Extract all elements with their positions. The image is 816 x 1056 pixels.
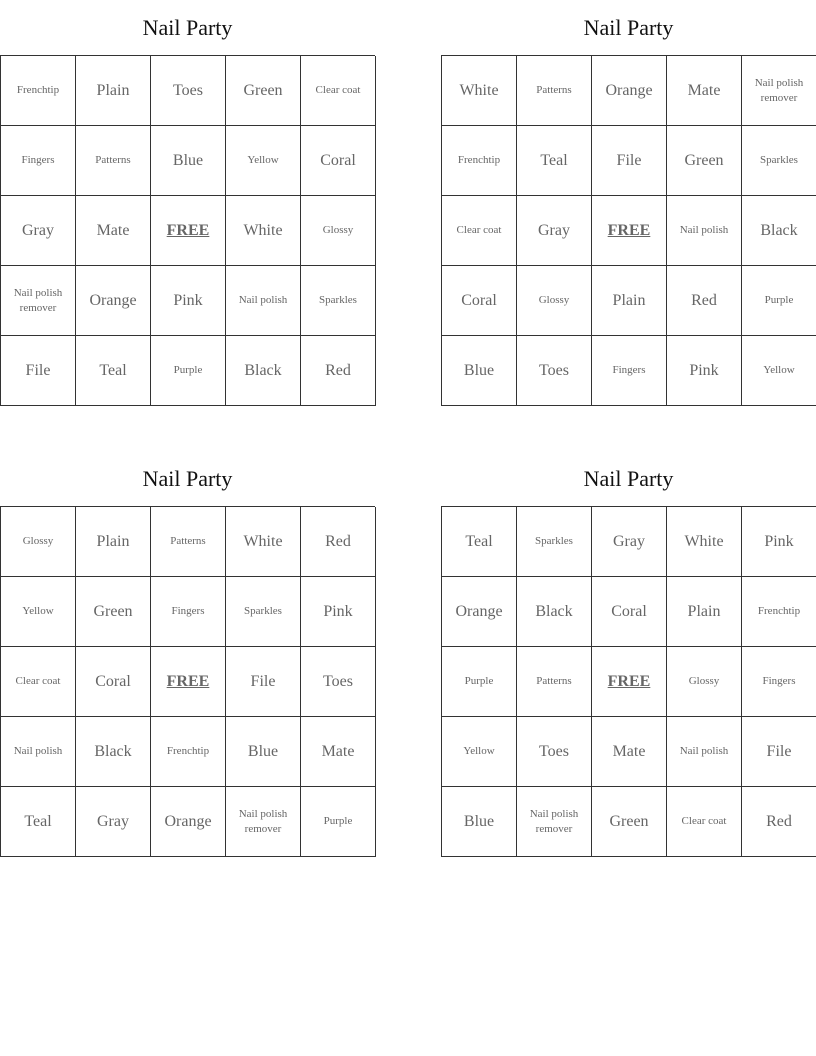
bingo-cell: Blue	[442, 336, 517, 406]
bingo-cell: Orange	[76, 266, 151, 336]
free-space-cell: FREE	[592, 196, 667, 266]
bingo-cell: Gray	[76, 787, 151, 857]
bingo-cell: Teal	[442, 507, 517, 577]
free-space-cell: FREE	[151, 647, 226, 717]
bingo-cell: Nail polish remover	[742, 56, 816, 126]
bingo-cell: Pink	[151, 266, 226, 336]
bingo-cell: Frenchtip	[442, 126, 517, 196]
bingo-grid	[441, 55, 816, 406]
bingo-grid	[441, 506, 816, 857]
bingo-cell: Purple	[301, 787, 376, 857]
bingo-cell: Clear coat	[301, 56, 376, 126]
bingo-cell: Pink	[742, 507, 816, 577]
bingo-cell: Sparkles	[301, 266, 376, 336]
bingo-cell: Coral	[76, 647, 151, 717]
bingo-cell: Mate	[592, 717, 667, 787]
bingo-cell: Fingers	[151, 577, 226, 647]
bingo-card-3	[0, 451, 375, 857]
bingo-cell: Blue	[151, 126, 226, 196]
bingo-grid	[0, 55, 375, 406]
bingo-cell: Nail polish remover	[226, 787, 301, 857]
bingo-card-1	[0, 0, 375, 406]
bingo-cell: File	[1, 336, 76, 406]
bingo-cell: Red	[667, 266, 742, 336]
bingo-cell: Toes	[517, 336, 592, 406]
bingo-cell: Gray	[1, 196, 76, 266]
bingo-cell: Teal	[517, 126, 592, 196]
bingo-cell: Yellow	[1, 577, 76, 647]
bingo-cell: Coral	[301, 126, 376, 196]
bingo-cell: Green	[592, 787, 667, 857]
bingo-cell: Yellow	[442, 717, 517, 787]
bingo-cell: Glossy	[517, 266, 592, 336]
bingo-cell: Teal	[76, 336, 151, 406]
bingo-cell: Orange	[592, 56, 667, 126]
bingo-cell: Toes	[517, 717, 592, 787]
bingo-cell: Fingers	[592, 336, 667, 406]
bingo-cell: Nail polish remover	[1, 266, 76, 336]
bingo-cell: Sparkles	[742, 126, 816, 196]
bingo-grid	[0, 506, 375, 857]
card-title: Nail Party	[142, 15, 233, 40]
bingo-cell: Red	[301, 507, 376, 577]
bingo-cell: File	[592, 126, 667, 196]
bingo-cell: Patterns	[517, 56, 592, 126]
bingo-cell: Blue	[442, 787, 517, 857]
bingo-card-4	[441, 451, 816, 857]
bingo-cell: Mate	[667, 56, 742, 126]
bingo-cell: Purple	[151, 336, 226, 406]
bingo-cell: Black	[76, 717, 151, 787]
bingo-cell: Mate	[76, 196, 151, 266]
bingo-cell: Yellow	[226, 126, 301, 196]
free-space-cell: FREE	[592, 647, 667, 717]
bingo-cell: Frenchtip	[742, 577, 816, 647]
bingo-cell: Nail polish	[226, 266, 301, 336]
bingo-cell: Teal	[1, 787, 76, 857]
bingo-cell: Green	[667, 126, 742, 196]
bingo-cell: Green	[76, 577, 151, 647]
bingo-cell: Orange	[442, 577, 517, 647]
bingo-cell: Plain	[667, 577, 742, 647]
card-title: Nail Party	[583, 15, 674, 40]
bingo-cell: Coral	[592, 577, 667, 647]
bingo-cell: Plain	[76, 507, 151, 577]
bingo-cell: Fingers	[742, 647, 816, 717]
bingo-cell: File	[226, 647, 301, 717]
card-title: Nail Party	[142, 466, 233, 491]
bingo-card-2	[441, 0, 816, 406]
bingo-cell: Blue	[226, 717, 301, 787]
bingo-cell: Glossy	[667, 647, 742, 717]
bingo-cell: Fingers	[1, 126, 76, 196]
bingo-cell: Frenchtip	[1, 56, 76, 126]
bingo-cell: Gray	[592, 507, 667, 577]
bingo-cell: White	[442, 56, 517, 126]
bingo-cell: Nail polish remover	[517, 787, 592, 857]
bingo-cell: Green	[226, 56, 301, 126]
bingo-cell: Glossy	[1, 507, 76, 577]
bingo-cell: Patterns	[517, 647, 592, 717]
bingo-cell: Red	[742, 787, 816, 857]
bingo-cell: Black	[226, 336, 301, 406]
bingo-cell: Red	[301, 336, 376, 406]
bingo-cell: Mate	[301, 717, 376, 787]
bingo-cell: Orange	[151, 787, 226, 857]
bingo-cell: Pink	[667, 336, 742, 406]
bingo-cell: Black	[742, 196, 816, 266]
bingo-cell: Toes	[151, 56, 226, 126]
bingo-cell: White	[226, 507, 301, 577]
bingo-cell: File	[742, 717, 816, 787]
bingo-cell: Gray	[517, 196, 592, 266]
bingo-cell: Patterns	[151, 507, 226, 577]
card-title: Nail Party	[583, 466, 674, 491]
bingo-cell: Pink	[301, 577, 376, 647]
bingo-cell: Glossy	[301, 196, 376, 266]
bingo-cell: Nail polish	[667, 196, 742, 266]
bingo-cell: Nail polish	[1, 717, 76, 787]
bingo-cell: Black	[517, 577, 592, 647]
bingo-cell: Clear coat	[442, 196, 517, 266]
bingo-cell: Purple	[442, 647, 517, 717]
bingo-cell: White	[667, 507, 742, 577]
free-space-cell: FREE	[151, 196, 226, 266]
bingo-cell: Clear coat	[1, 647, 76, 717]
bingo-cell: White	[226, 196, 301, 266]
bingo-cell: Coral	[442, 266, 517, 336]
bingo-cell: Plain	[76, 56, 151, 126]
bingo-cell: Sparkles	[226, 577, 301, 647]
bingo-cell: Nail polish	[667, 717, 742, 787]
bingo-cell: Purple	[742, 266, 816, 336]
bingo-cell: Sparkles	[517, 507, 592, 577]
bingo-cell: Toes	[301, 647, 376, 717]
bingo-cell: Yellow	[742, 336, 816, 406]
bingo-cell: Plain	[592, 266, 667, 336]
bingo-cell: Patterns	[76, 126, 151, 196]
bingo-cell: Frenchtip	[151, 717, 226, 787]
bingo-cell: Clear coat	[667, 787, 742, 857]
